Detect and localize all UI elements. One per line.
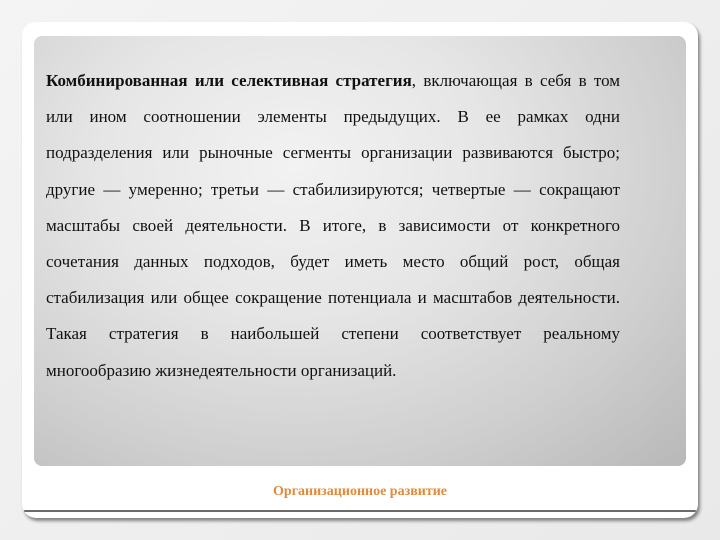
body-paragraph [46,63,620,389]
lead-term: Комбинированная или селективная стратегия [46,71,412,90]
footer-title: Организационное развитие [273,484,447,499]
body-text: , включающая в себя в том или ином соотношении элементы предыдущих. В ее рамках одни подразделения или рыночные сегменты организации развиваются быстро; другие — умеренно; третьи — стабилизируются; четвертые — сокращают масштабы своей деятельности. В итоге, в зависимости от конкретного сочетания данных подходов, будет иметь место общий рост, общая стабилизация или общее сокращение потенциала и масштабов деятельности. Такая стратегия в наибольшей степени соответствует реальному многообразию жизнедеятельности организаций. [46,71,621,380]
footer-divider [24,510,696,512]
